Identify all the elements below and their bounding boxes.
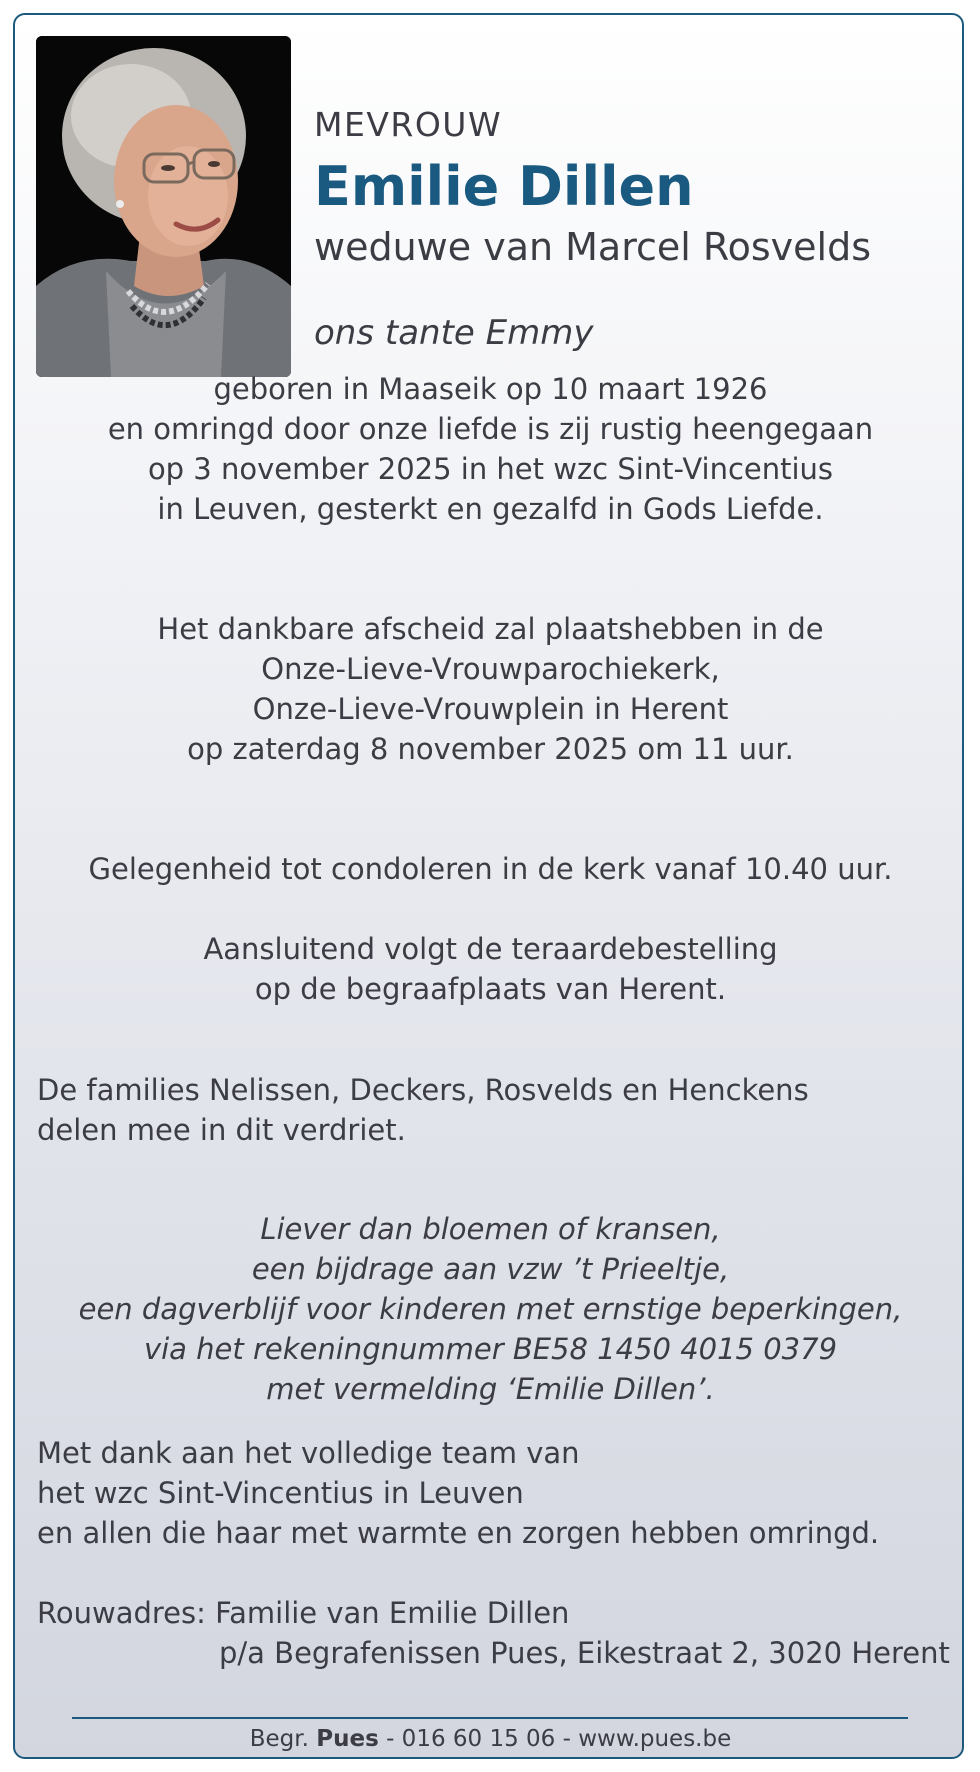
burial-line: op de begraafplaats van Herent.: [254, 972, 727, 1006]
farewell-section: [15, 609, 964, 769]
donation-section: [15, 1209, 964, 1409]
donation-line: Liever dan bloemen of kransen,: [260, 1212, 721, 1246]
obituary-card: [13, 13, 964, 1759]
condolence-line: Gelegenheid tot condoleren in de kerk vanaf 10.40 uur.: [88, 852, 893, 886]
birth-death-line: in Leuven, gesterkt en gezalfd in Gods Liefde.: [157, 492, 824, 526]
address-line: Familie van Emilie Dillen: [215, 1596, 570, 1630]
footer-brand: Pues: [316, 1726, 379, 1752]
honorific: MEVROUW: [314, 105, 503, 144]
birth-death-line: op 3 november 2025 in het wzc Sint-Vincentius: [147, 452, 834, 486]
families-line: delen mee in dit verdriet.: [37, 1113, 406, 1147]
farewell-line: Onze-Lieve-Vrouwparochiekerk,: [261, 652, 720, 686]
farewell-line: op zaterdag 8 november 2025 om 11 uur.: [187, 732, 794, 766]
footer: [15, 1723, 964, 1755]
families-line: De families Nelissen, Deckers, Rosvelds en Henckens: [37, 1073, 809, 1107]
widow-of: weduwe van Marcel Rosvelds: [314, 225, 871, 269]
footer-prefix: Begr.: [249, 1726, 317, 1752]
burial-section: [15, 929, 964, 1009]
burial-line: Aansluitend volgt de teraardebestelling: [203, 932, 778, 966]
donation-line: via het rekeningnummer BE58 1450 4015 0379: [143, 1332, 838, 1366]
thanks-line: Met dank aan het volledige team van: [37, 1436, 580, 1470]
nickname: ons tante Emmy: [314, 313, 594, 353]
farewell-line: Onze-Lieve-Vrouwplein in Herent: [252, 692, 729, 726]
address-label: Rouwadres:: [37, 1596, 206, 1630]
condolence-section: [15, 849, 964, 889]
footer-details: - 016 60 15 06 - www.pues.be: [378, 1726, 732, 1752]
address-line: p/a Begrafenissen Pues, Eikestraat 2, 3020 Herent: [219, 1636, 950, 1670]
header: [314, 105, 954, 355]
birth-death-line: geboren in Maaseik op 10 maart 1926: [213, 372, 768, 406]
footer-divider: [72, 1717, 908, 1719]
thanks-section: [15, 1433, 964, 1553]
thanks-line: het wzc Sint-Vincentius in Leuven: [37, 1476, 524, 1510]
portrait-photo: [36, 36, 291, 377]
deceased-name: Emilie Dillen: [314, 155, 694, 218]
families-section: [15, 1070, 964, 1150]
birth-death-line: en omringd door onze liefde is zij rustig heengegaan: [107, 412, 874, 446]
thanks-line: en allen die haar met warmte en zorgen hebben omringd.: [37, 1516, 880, 1550]
farewell-line: Het dankbare afscheid zal plaatshebben in de: [157, 612, 824, 646]
donation-line: met vermelding ‘Emilie Dillen’.: [266, 1372, 715, 1406]
birth-death-section: [15, 369, 964, 529]
donation-line: een dagverblijf voor kinderen met ernstige beperkingen,: [78, 1292, 903, 1326]
donation-line: een bijdrage aan vzw ’t Prieeltje,: [251, 1252, 730, 1286]
address-section: [15, 1593, 964, 1673]
